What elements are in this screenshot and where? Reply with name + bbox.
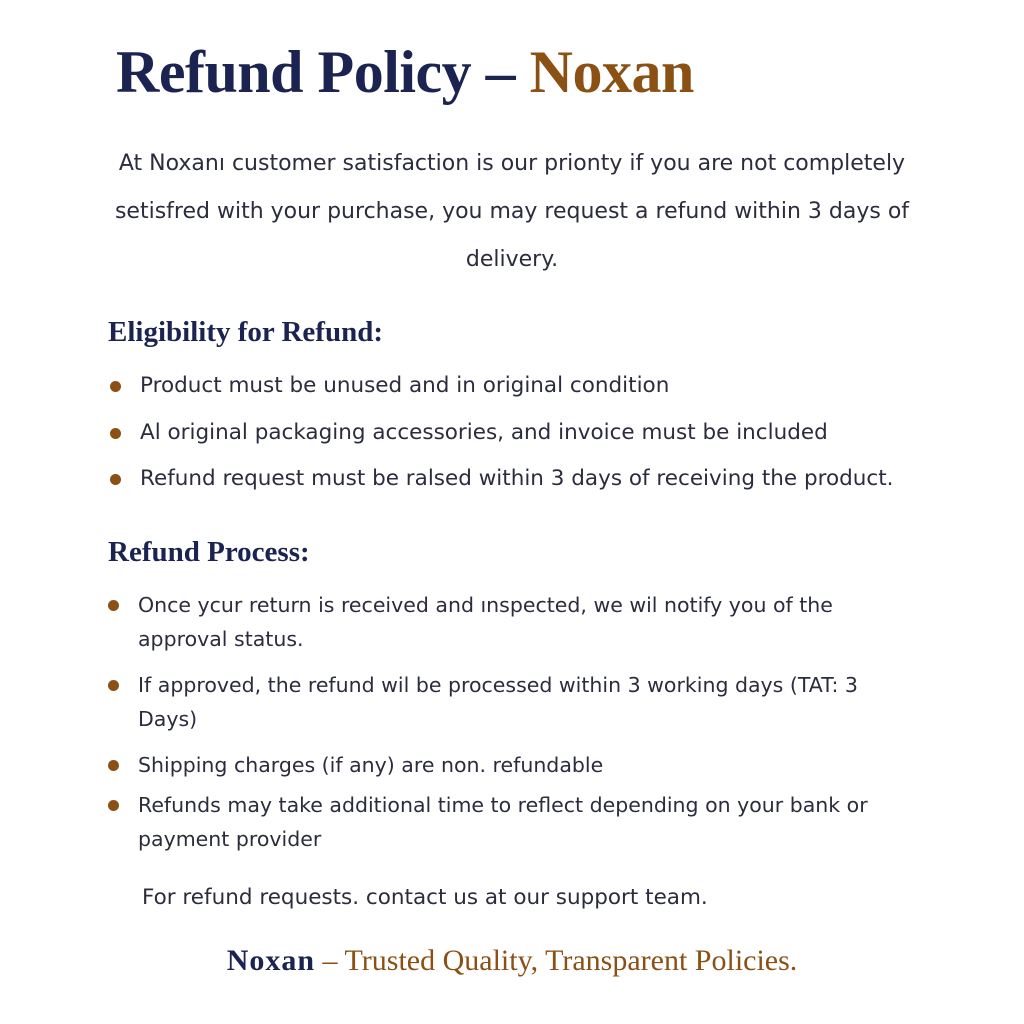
bullet-dot-icon [108, 680, 119, 691]
bullet-dot-icon [110, 474, 121, 485]
page-title-main: Refund Policy – [116, 39, 516, 105]
list-item [110, 413, 970, 453]
list-item [108, 668, 908, 736]
eligibility-heading: Eligibility for Refund: [108, 316, 383, 348]
list-item-text: Refund request must be ralsed within 3 days of receiving the product. [140, 466, 894, 491]
list-item-text: If approved, the refund wil be processed within 3 working days (TAT: 3 Days) [138, 673, 858, 731]
contact-text: For refund requests. contact us at our support team. [142, 885, 708, 910]
bullet-dot-icon [108, 760, 119, 771]
bullet-dot-icon [108, 800, 119, 811]
page-title-brand: Noxan [529, 39, 694, 105]
bullet-dot-icon [110, 381, 121, 392]
list-item-text: Shipping charges (if any) are non. refundable [138, 753, 604, 777]
list-item [110, 459, 970, 499]
process-list [108, 588, 908, 868]
page-title [116, 36, 694, 108]
tagline-slogan: Trusted Quality, Transparent Policies. [344, 944, 798, 977]
eligibility-list [110, 366, 970, 506]
tagline-separator: – [322, 944, 338, 977]
footer-tagline [0, 938, 1024, 984]
list-item-text: Product must be unused and in original condition [140, 373, 670, 398]
tagline-brand: Noxan [226, 944, 316, 977]
list-item-text: Refunds may take additional time to reflect depending on your bank or payment provider [138, 793, 868, 851]
list-item [110, 366, 970, 406]
list-item-text: Al original packaging accessories, and invoice must be included [140, 419, 828, 445]
intro-paragraph: At Noxanı customer satisfaction is our prionty if you are not completely setisfred with your purchase, you may request a refund within 3 days of delivery. [114, 151, 910, 272]
list-item [108, 748, 908, 782]
bullet-dot-icon [110, 428, 121, 439]
list-item [108, 788, 908, 856]
list-item-text: Once ycur return is received and ınspected, we wil notify you of the approval status. [138, 593, 833, 651]
bullet-dot-icon [108, 600, 119, 611]
process-heading: Refund Process: [108, 536, 310, 568]
list-item [108, 588, 908, 656]
